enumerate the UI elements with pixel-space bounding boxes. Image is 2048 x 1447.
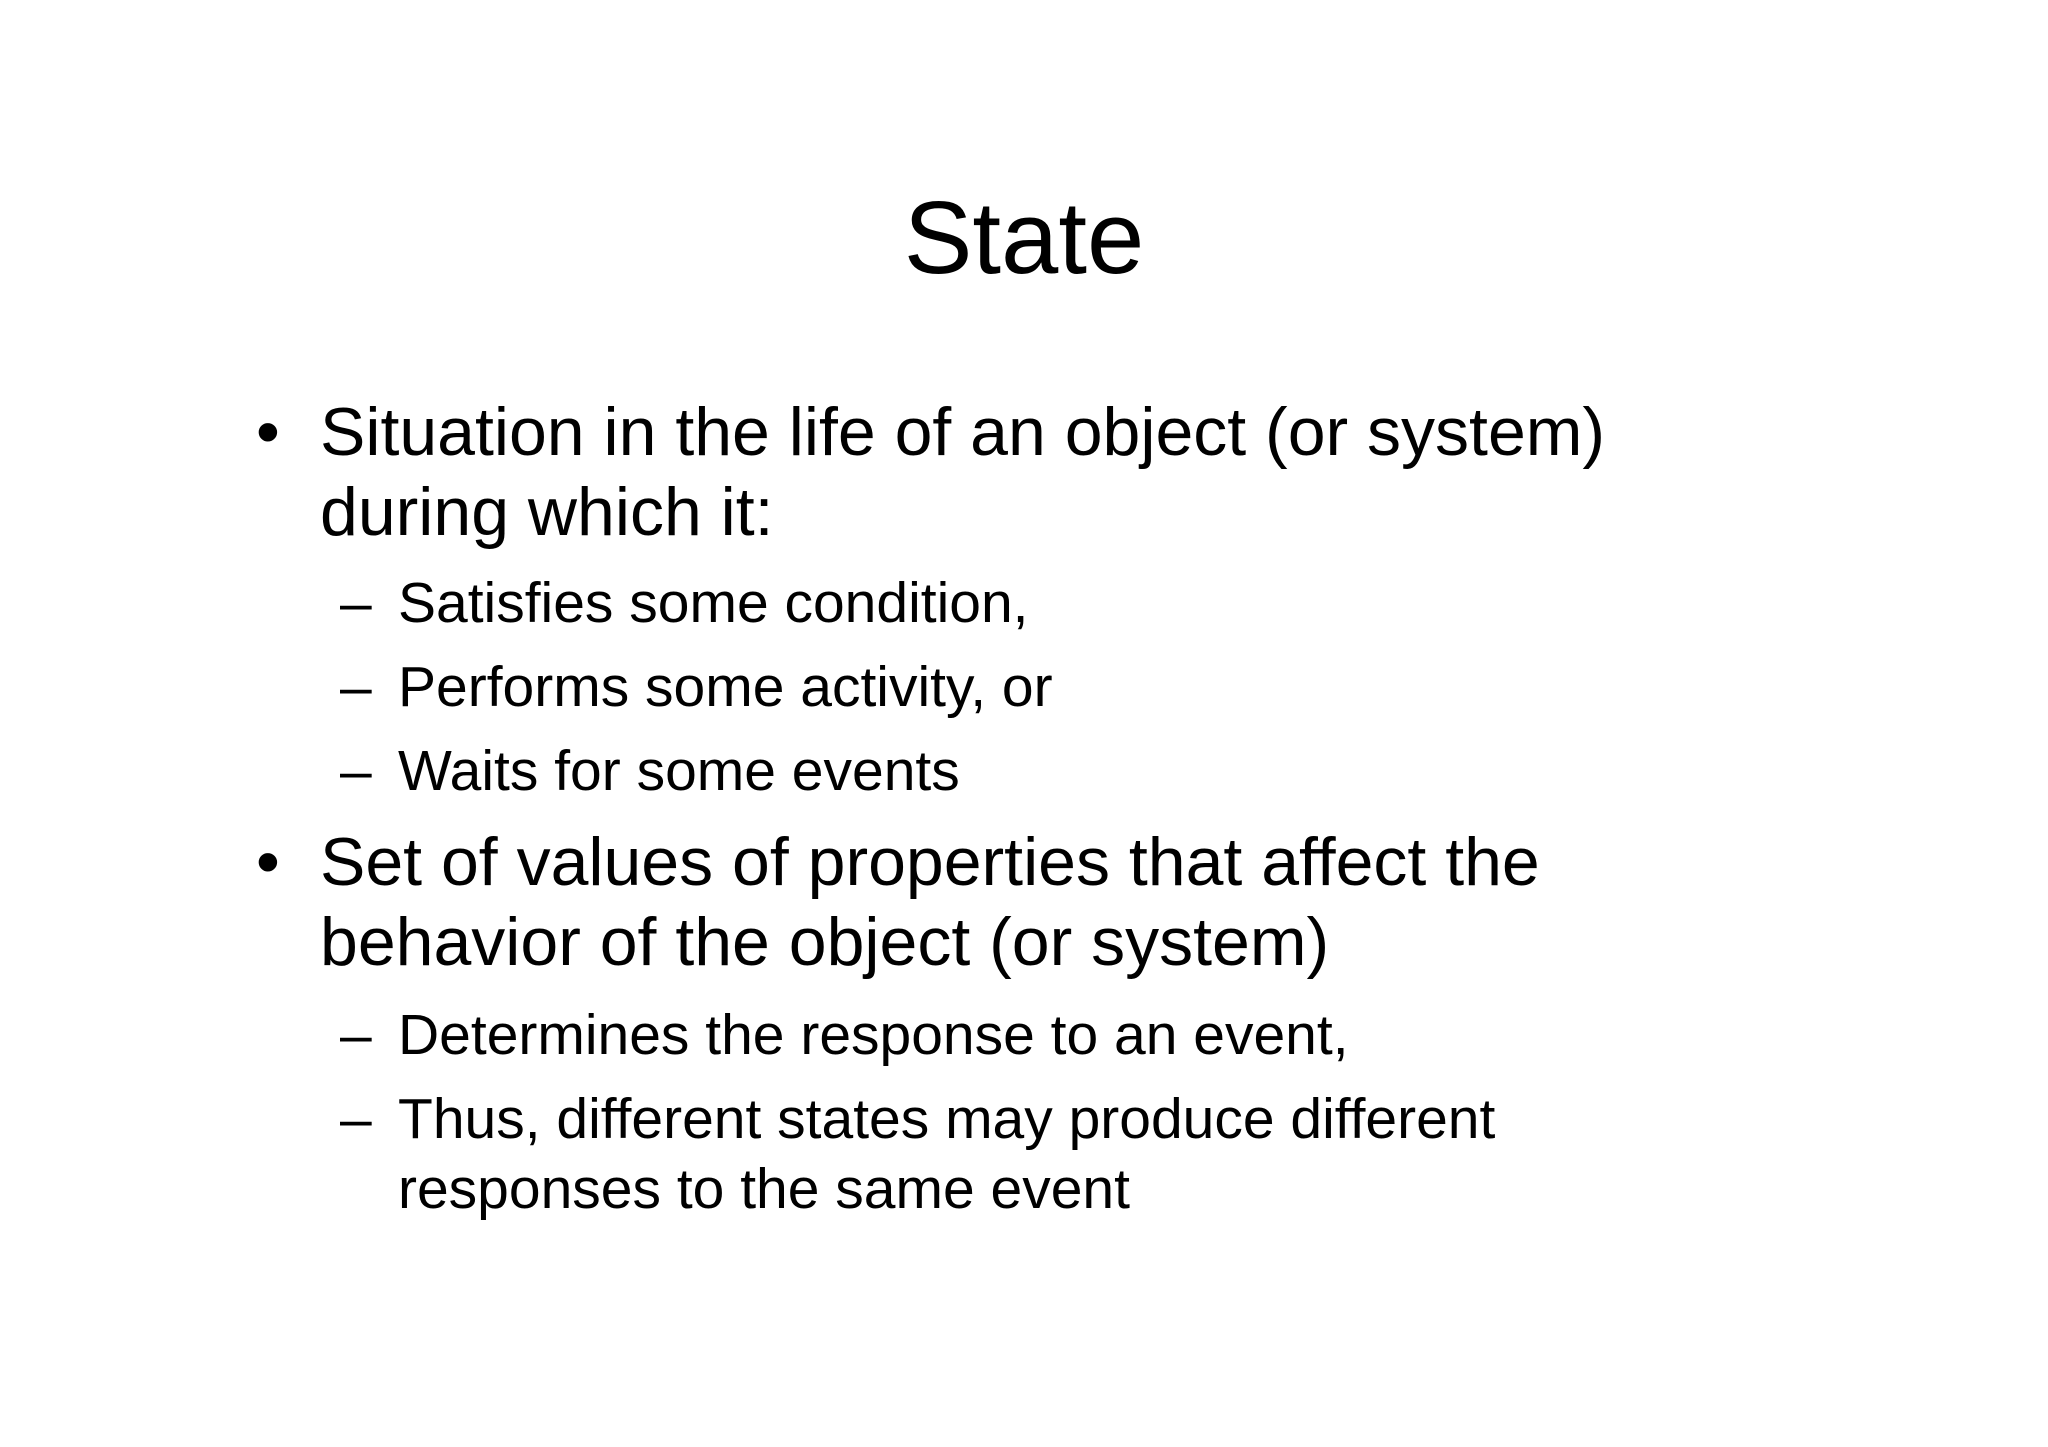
slide-title: State: [903, 180, 1145, 295]
dash-marker: –: [340, 1087, 372, 1151]
sub-bullet-text: Performs some activity, or: [398, 655, 1053, 719]
dash-marker: –: [340, 655, 372, 719]
sub-bullet-text: Thus, different states may produce different responses to the same event: [398, 1087, 1496, 1221]
dash-marker: –: [340, 571, 372, 635]
bullet-text: Situation in the life of an object (or system) during which it:: [320, 394, 1606, 550]
dash-marker: –: [340, 739, 372, 803]
sub-bullet-text: Waits for some events: [398, 739, 960, 803]
sub-bullet-text: Satisfies some condition,: [398, 571, 1029, 635]
sub-bullet-text: Determines the response to an event,: [398, 1003, 1349, 1067]
bullet-marker: •: [256, 394, 280, 470]
dash-marker: –: [340, 1003, 372, 1067]
bullet-text: Set of values of properties that affect the behavior of the object (or system): [320, 824, 1540, 980]
bullet-marker: •: [256, 824, 280, 900]
